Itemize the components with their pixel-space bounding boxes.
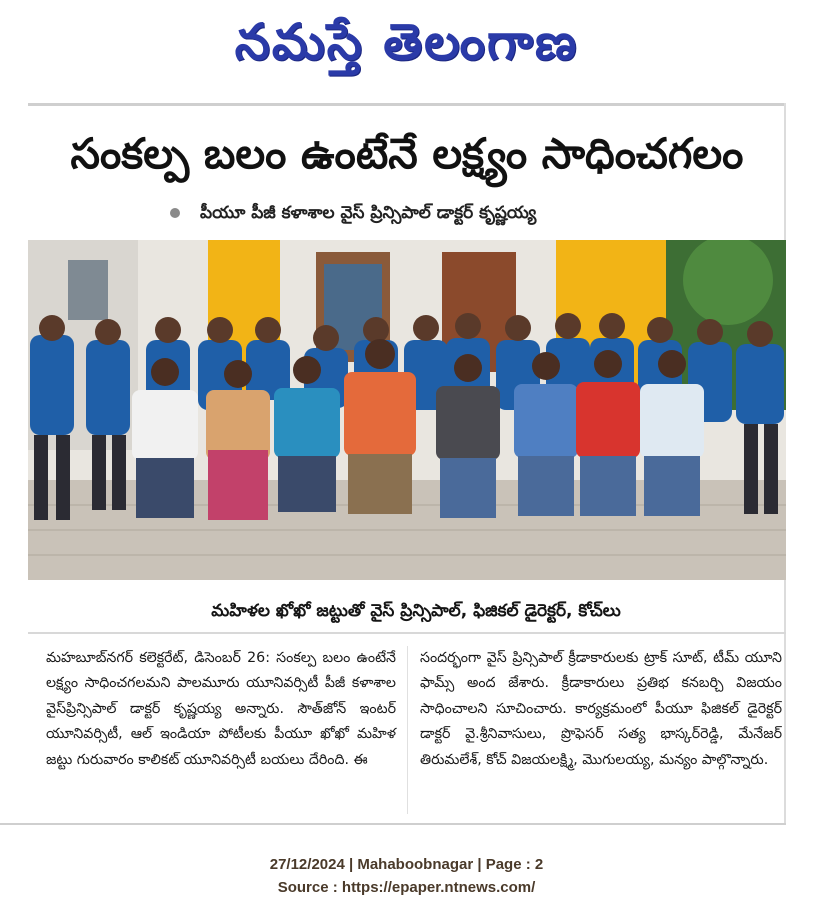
article-subhead — [170, 198, 690, 228]
bullet-dot-icon — [170, 208, 180, 218]
top-divider — [28, 103, 786, 106]
subhead-text: పీయూ పీజీ కళాశాల వైస్ ప్రిన్సిపాల్ డాక్టర్ కృష్ణయ్య — [200, 203, 537, 223]
photo-caption: మహిళల ఖోఖో జట్టుతో వైస్ ప్రిన్సిపాల్, ఫిజికల్ డైరెక్టర్, కోచ్‌లు — [211, 601, 621, 621]
team-photo-illustration — [28, 240, 786, 580]
newspaper-masthead: నమస్తే తెలంగాణ — [234, 13, 579, 71]
caption-divider — [28, 632, 786, 634]
edition-info: 27/12/2024 | Mahaboobnagar | Page : 2 — [269, 856, 544, 873]
article-headline: సంకల్ప బలం ఉంటేనే లక్ష్యం సాధించగలం — [70, 129, 744, 178]
source-link[interactable]: Source : https://epaper.ntnews.com/ — [277, 879, 536, 896]
column-divider — [407, 646, 408, 814]
article-body-left-column: మహబూబ్‌నగర్ కలెక్టరేట్, డిసెంబర్ 26: సంకల్ప బలం ఉంటేనే లక్ష్యం సాధించగలమని పాలమూరు యూనివర్సిటీ పీజీ కళాశాల వైస్‌ప్రిన్సిపాల్ డాక్టర్ కృష్ణయ్య అన్నారు. సౌత్‌జోన్ ఇంటర్ యూనివర్సిటీ, ఆల్ ఇండియా పోటీలకు పీయూ ఖోఖో మహిళ జట్టు గురువారం కాలికట్ యూనివర్సిటీ బయలు దేరింది. ఈ — [46, 650, 396, 768]
article-body-right-column: సందర్భంగా వైస్ ప్రిన్సిపాల్ క్రీడాకారులకు ట్రాక్ సూట్, టీమ్ యూని ఫామ్స్ అంద జేశారు. క్రీడాకారులు ప్రతిభ కనబర్చి విజయం సాధించాలని సూచించారు. కార్యక్రమంలో పీయూ ఫిజికల్ డైరెక్టర్ డాక్టర్ వై.శ్రీనివాసులు, ప్రొఫెసర్ సత్య భాస్కర్‌రెడ్డి, మేనేజర్ తిరుమలేశ్, కోచ్ విజయలక్ష్మి, మొగులయ్య, మన్యం పాల్గొన్నారు. — [420, 650, 782, 768]
bottom-divider — [0, 823, 786, 825]
team-photo — [28, 240, 786, 580]
